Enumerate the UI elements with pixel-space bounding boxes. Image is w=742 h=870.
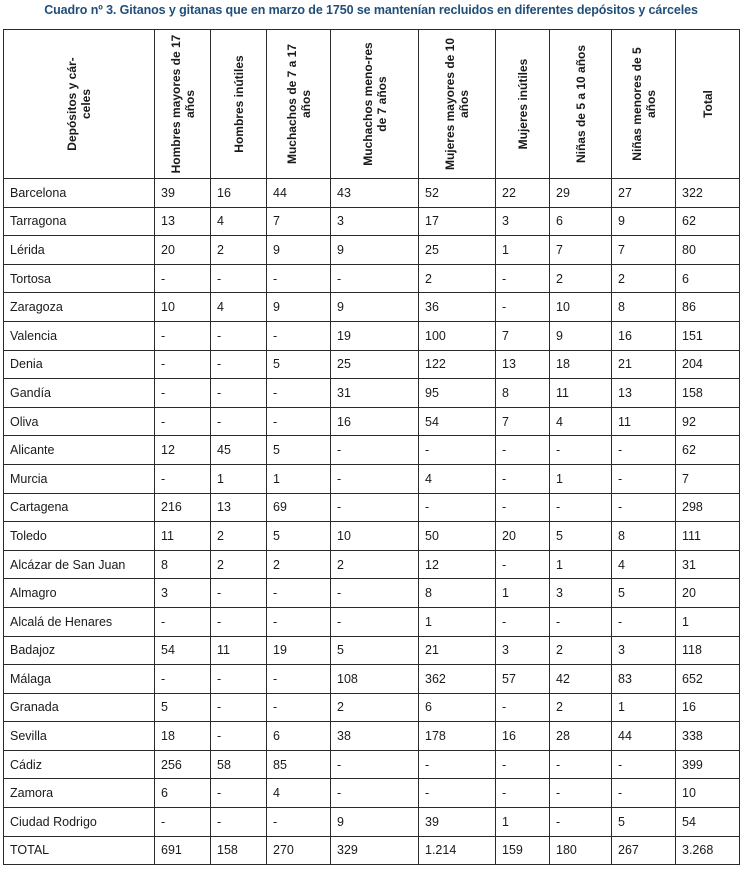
- table-cell: 204: [676, 350, 740, 379]
- table-cell: 4: [211, 207, 267, 236]
- table-row: [4, 693, 740, 722]
- table-cell: -: [496, 464, 550, 493]
- table-cell: -: [267, 407, 331, 436]
- table-cell: -: [496, 436, 550, 465]
- table-cell: 54: [419, 407, 496, 436]
- table-cell: 31: [331, 379, 419, 408]
- table-cell: 8: [496, 379, 550, 408]
- column-header-label: Hombres mayores de 17 años: [168, 34, 197, 174]
- row-label: Murcia: [4, 464, 155, 493]
- table-cell: 5: [612, 579, 676, 608]
- table-cell: 4: [211, 293, 267, 322]
- table-cell: 5: [267, 522, 331, 551]
- table-cell: -: [211, 264, 267, 293]
- table-cell: 28: [550, 722, 612, 751]
- table-cell: 54: [155, 636, 211, 665]
- table-cell: -: [550, 493, 612, 522]
- table-cell: -: [496, 264, 550, 293]
- table-cell: 9: [331, 236, 419, 265]
- table-cell: 3: [331, 207, 419, 236]
- table-cell: 2: [612, 264, 676, 293]
- table-cell: 86: [676, 293, 740, 322]
- table-cell: 39: [155, 179, 211, 208]
- table-cell: -: [550, 808, 612, 837]
- table-cell: 2: [211, 522, 267, 551]
- table-cell: -: [211, 321, 267, 350]
- row-label: Gandía: [4, 379, 155, 408]
- table-row: [4, 808, 740, 837]
- table-cell: -: [211, 722, 267, 751]
- table-cell: -: [496, 750, 550, 779]
- table-row: [4, 750, 740, 779]
- table-cell: -: [211, 607, 267, 636]
- table-cell: 39: [419, 808, 496, 837]
- table-cell: -: [612, 436, 676, 465]
- table-cell: -: [211, 579, 267, 608]
- table-cell: 180: [550, 836, 612, 865]
- table-cell: 62: [676, 436, 740, 465]
- table-cell: 2: [211, 550, 267, 579]
- table-cell: -: [267, 321, 331, 350]
- table-cell: 8: [612, 522, 676, 551]
- row-label: Ciudad Rodrigo: [4, 808, 155, 837]
- table-cell: 52: [419, 179, 496, 208]
- table-cell: 44: [612, 722, 676, 751]
- table-row: [4, 550, 740, 579]
- table-cell: 338: [676, 722, 740, 751]
- table-cell: -: [155, 407, 211, 436]
- table-cell: -: [331, 579, 419, 608]
- table-cell: -: [496, 293, 550, 322]
- row-label: Zaragoza: [4, 293, 155, 322]
- table-cell: -: [612, 607, 676, 636]
- table-cell: 3: [155, 579, 211, 608]
- table-cell: 111: [676, 522, 740, 551]
- table-cell: -: [496, 779, 550, 808]
- table-cell: -: [612, 750, 676, 779]
- table-cell: 9: [267, 293, 331, 322]
- table-cell: 9: [331, 293, 419, 322]
- table-cell: 13: [211, 493, 267, 522]
- table-cell: -: [211, 779, 267, 808]
- table-cell: 652: [676, 665, 740, 694]
- column-header-label: Hombres inútiles: [231, 55, 246, 153]
- table-cell: 270: [267, 836, 331, 865]
- table-cell: 1: [550, 464, 612, 493]
- table-body: [4, 179, 740, 865]
- row-label: TOTAL: [4, 836, 155, 865]
- column-header: [419, 30, 496, 179]
- row-label: Barcelona: [4, 179, 155, 208]
- column-header-label: Mujeres mayores de 10 años: [443, 37, 471, 171]
- table-cell: 1: [496, 236, 550, 265]
- column-header-label: Mujeres inútiles: [515, 58, 530, 150]
- table-cell: 6: [267, 722, 331, 751]
- table-cell: -: [496, 693, 550, 722]
- table-cell: 5: [331, 636, 419, 665]
- table-cell: -: [550, 750, 612, 779]
- table-row: [4, 464, 740, 493]
- table-cell: -: [267, 264, 331, 293]
- table-cell: 3: [496, 207, 550, 236]
- table-row: [4, 264, 740, 293]
- row-label: Valencia: [4, 321, 155, 350]
- table-cell: 43: [331, 179, 419, 208]
- table-cell: 13: [155, 207, 211, 236]
- table-cell: 1: [496, 579, 550, 608]
- table-cell: 2: [267, 550, 331, 579]
- table-cell: -: [550, 779, 612, 808]
- table-cell: -: [211, 407, 267, 436]
- table-cell: -: [419, 436, 496, 465]
- table-cell: -: [496, 493, 550, 522]
- table-cell: 3: [550, 579, 612, 608]
- table-row: [4, 436, 740, 465]
- table-cell: 3.268: [676, 836, 740, 865]
- table-cell: 1: [676, 607, 740, 636]
- table-cell: 22: [496, 179, 550, 208]
- table-cell: -: [496, 607, 550, 636]
- table-cell: 329: [331, 836, 419, 865]
- table-cell: 10: [550, 293, 612, 322]
- table-cell: 36: [419, 293, 496, 322]
- column-header: [267, 30, 331, 179]
- table-row: [4, 379, 740, 408]
- table-title: Cuadro nº 3. Gitanos y gitanas que en marzo de 1750 se mantenían recluidos en diferentes depósitos y cárceles: [44, 3, 698, 17]
- table-cell: 159: [496, 836, 550, 865]
- table-cell: 5: [267, 350, 331, 379]
- table-row: [4, 579, 740, 608]
- table-cell: 3: [496, 636, 550, 665]
- table-cell: 5: [550, 522, 612, 551]
- table-cell: -: [211, 693, 267, 722]
- table-cell: 11: [612, 407, 676, 436]
- table-cell: 50: [419, 522, 496, 551]
- table-cell: 13: [496, 350, 550, 379]
- table-cell: 2: [331, 550, 419, 579]
- table-cell: 1: [419, 607, 496, 636]
- table-cell: 256: [155, 750, 211, 779]
- table-cell: 20: [155, 236, 211, 265]
- table-row: [4, 665, 740, 694]
- table-cell: 122: [419, 350, 496, 379]
- column-header: [676, 30, 740, 179]
- table-cell: -: [612, 779, 676, 808]
- table-cell: 58: [211, 750, 267, 779]
- table-cell: 25: [419, 236, 496, 265]
- row-label: Cartagena: [4, 493, 155, 522]
- table-cell: 8: [612, 293, 676, 322]
- table-cell: -: [155, 379, 211, 408]
- table-cell: 2: [211, 236, 267, 265]
- table-cell: 44: [267, 179, 331, 208]
- table-cell: -: [267, 379, 331, 408]
- table-cell: 691: [155, 836, 211, 865]
- table-row: [4, 407, 740, 436]
- table-cell: -: [550, 607, 612, 636]
- row-label: Cádiz: [4, 750, 155, 779]
- table-cell: 2: [419, 264, 496, 293]
- column-header: [155, 30, 211, 179]
- column-header: [612, 30, 676, 179]
- table-cell: 151: [676, 321, 740, 350]
- row-label: Alcalá de Henares: [4, 607, 155, 636]
- table-cell: -: [496, 550, 550, 579]
- table-cell: -: [211, 379, 267, 408]
- table-cell: 95: [419, 379, 496, 408]
- row-label: Toledo: [4, 522, 155, 551]
- table-cell: 8: [419, 579, 496, 608]
- table-cell: 4: [267, 779, 331, 808]
- table-cell: -: [211, 350, 267, 379]
- table-row: [4, 779, 740, 808]
- column-header: [211, 30, 267, 179]
- table-cell: 7: [496, 407, 550, 436]
- row-label: Badajoz: [4, 636, 155, 665]
- table-cell: 18: [550, 350, 612, 379]
- table-row: [4, 293, 740, 322]
- table-row: [4, 321, 740, 350]
- table-cell: 19: [267, 636, 331, 665]
- table-cell: 16: [612, 321, 676, 350]
- table-cell: 1: [267, 464, 331, 493]
- table-cell: -: [211, 665, 267, 694]
- table-row: [4, 236, 740, 265]
- table-cell: 6: [419, 693, 496, 722]
- row-label: Tortosa: [4, 264, 155, 293]
- table-row: [4, 179, 740, 208]
- column-header: [4, 30, 155, 179]
- table-cell: -: [267, 693, 331, 722]
- column-header-label: Total: [700, 90, 715, 118]
- table-cell: 29: [550, 179, 612, 208]
- table-cell: 11: [550, 379, 612, 408]
- table-cell: -: [155, 350, 211, 379]
- table-cell: -: [612, 493, 676, 522]
- table-cell: 1: [496, 808, 550, 837]
- column-header-label: Muchachos de 7 a 17 años: [284, 43, 313, 165]
- column-header: [331, 30, 419, 179]
- table-cell: 13: [612, 379, 676, 408]
- row-label: Málaga: [4, 665, 155, 694]
- table-cell: 42: [550, 665, 612, 694]
- table-cell: 12: [419, 550, 496, 579]
- table-cell: 7: [550, 236, 612, 265]
- table-cell: 158: [676, 379, 740, 408]
- table-cell: 20: [496, 522, 550, 551]
- table-cell: 57: [496, 665, 550, 694]
- table-cell: -: [155, 607, 211, 636]
- table-cell: -: [331, 779, 419, 808]
- table-cell: 83: [612, 665, 676, 694]
- column-header: [496, 30, 550, 179]
- table-cell: 4: [550, 407, 612, 436]
- table-cell: 298: [676, 493, 740, 522]
- table-cell: -: [331, 464, 419, 493]
- table-cell: -: [267, 579, 331, 608]
- table-cell: 158: [211, 836, 267, 865]
- table-cell: 216: [155, 493, 211, 522]
- row-label: Sevilla: [4, 722, 155, 751]
- table-cell: 21: [419, 636, 496, 665]
- table-cell: 10: [331, 522, 419, 551]
- table-cell: -: [155, 665, 211, 694]
- table-cell: -: [267, 665, 331, 694]
- table-cell: 8: [155, 550, 211, 579]
- table-cell: -: [419, 779, 496, 808]
- table-cell: 62: [676, 207, 740, 236]
- table-cell: 85: [267, 750, 331, 779]
- table-cell: 2: [550, 636, 612, 665]
- table-row: [4, 836, 740, 865]
- column-header: [550, 30, 612, 179]
- row-label: Alcázar de San Juan: [4, 550, 155, 579]
- table-cell: 54: [676, 808, 740, 837]
- table-cell: 100: [419, 321, 496, 350]
- table-row: [4, 607, 740, 636]
- table-cell: 9: [267, 236, 331, 265]
- table-cell: 17: [419, 207, 496, 236]
- table-cell: 20: [676, 579, 740, 608]
- table-cell: 12: [155, 436, 211, 465]
- table-cell: -: [612, 464, 676, 493]
- table-cell: 4: [612, 550, 676, 579]
- table-cell: 9: [331, 808, 419, 837]
- table-cell: -: [331, 436, 419, 465]
- table-cell: 7: [612, 236, 676, 265]
- table-cell: -: [331, 264, 419, 293]
- table-cell: 45: [211, 436, 267, 465]
- table-cell: -: [419, 750, 496, 779]
- table-cell: 2: [550, 693, 612, 722]
- table-cell: -: [419, 493, 496, 522]
- row-label: Zamora: [4, 779, 155, 808]
- table-cell: 362: [419, 665, 496, 694]
- table-cell: 322: [676, 179, 740, 208]
- table-cell: 80: [676, 236, 740, 265]
- row-label: Denia: [4, 350, 155, 379]
- table-cell: 9: [612, 207, 676, 236]
- table-cell: -: [331, 750, 419, 779]
- table-cell: 27: [612, 179, 676, 208]
- table-cell: 25: [331, 350, 419, 379]
- table-row: [4, 636, 740, 665]
- table-cell: 2: [550, 264, 612, 293]
- row-label: Tarragona: [4, 207, 155, 236]
- table-cell: 16: [496, 722, 550, 751]
- column-header-label: Depósitos y cár- celes: [65, 57, 93, 151]
- table-cell: 5: [155, 693, 211, 722]
- table-cell: 11: [211, 636, 267, 665]
- table-cell: 16: [676, 693, 740, 722]
- table-cell: 7: [676, 464, 740, 493]
- row-label: Granada: [4, 693, 155, 722]
- table-cell: 108: [331, 665, 419, 694]
- row-label: Oliva: [4, 407, 155, 436]
- table-cell: 16: [331, 407, 419, 436]
- table-cell: 118: [676, 636, 740, 665]
- table-cell: 2: [331, 693, 419, 722]
- table-cell: 18: [155, 722, 211, 751]
- table-row: [4, 350, 740, 379]
- table-cell: 31: [676, 550, 740, 579]
- table-cell: 21: [612, 350, 676, 379]
- row-label: Lérida: [4, 236, 155, 265]
- table-cell: -: [155, 808, 211, 837]
- table-cell: 1: [612, 693, 676, 722]
- table-cell: 178: [419, 722, 496, 751]
- table-cell: 1.214: [419, 836, 496, 865]
- table-cell: 1: [550, 550, 612, 579]
- table-cell: -: [331, 493, 419, 522]
- table-cell: 19: [331, 321, 419, 350]
- header-row: [4, 30, 740, 179]
- table-cell: 9: [550, 321, 612, 350]
- table-cell: -: [211, 808, 267, 837]
- table-cell: 69: [267, 493, 331, 522]
- table-cell: 3: [612, 636, 676, 665]
- row-label: Almagro: [4, 579, 155, 608]
- table-cell: -: [550, 436, 612, 465]
- detention-table: [3, 29, 740, 865]
- table-cell: 10: [155, 293, 211, 322]
- table-cell: 11: [155, 522, 211, 551]
- table-cell: 6: [155, 779, 211, 808]
- table-cell: 5: [267, 436, 331, 465]
- table-row: [4, 722, 740, 751]
- column-header-label: Muchachos meno-res de 7 años: [360, 42, 389, 166]
- table-cell: -: [331, 607, 419, 636]
- table-row: [4, 493, 740, 522]
- table-cell: 38: [331, 722, 419, 751]
- column-header-label: Niñas de 5 a 10 años: [573, 44, 588, 164]
- table-cell: 5: [612, 808, 676, 837]
- table-cell: 16: [211, 179, 267, 208]
- table-cell: 10: [676, 779, 740, 808]
- table-cell: -: [155, 464, 211, 493]
- table-row: [4, 207, 740, 236]
- table-cell: 92: [676, 407, 740, 436]
- table-cell: -: [155, 264, 211, 293]
- table-cell: 399: [676, 750, 740, 779]
- table-row: [4, 522, 740, 551]
- table-cell: -: [267, 808, 331, 837]
- table-cell: 7: [496, 321, 550, 350]
- table-cell: -: [155, 321, 211, 350]
- table-cell: 4: [419, 464, 496, 493]
- table-cell: -: [267, 607, 331, 636]
- table-cell: 6: [550, 207, 612, 236]
- table-cell: 6: [676, 264, 740, 293]
- table-cell: 7: [267, 207, 331, 236]
- row-label: Alicante: [4, 436, 155, 465]
- table-cell: 267: [612, 836, 676, 865]
- table-cell: 1: [211, 464, 267, 493]
- column-header-label: Niñas menores de 5 años: [629, 47, 658, 161]
